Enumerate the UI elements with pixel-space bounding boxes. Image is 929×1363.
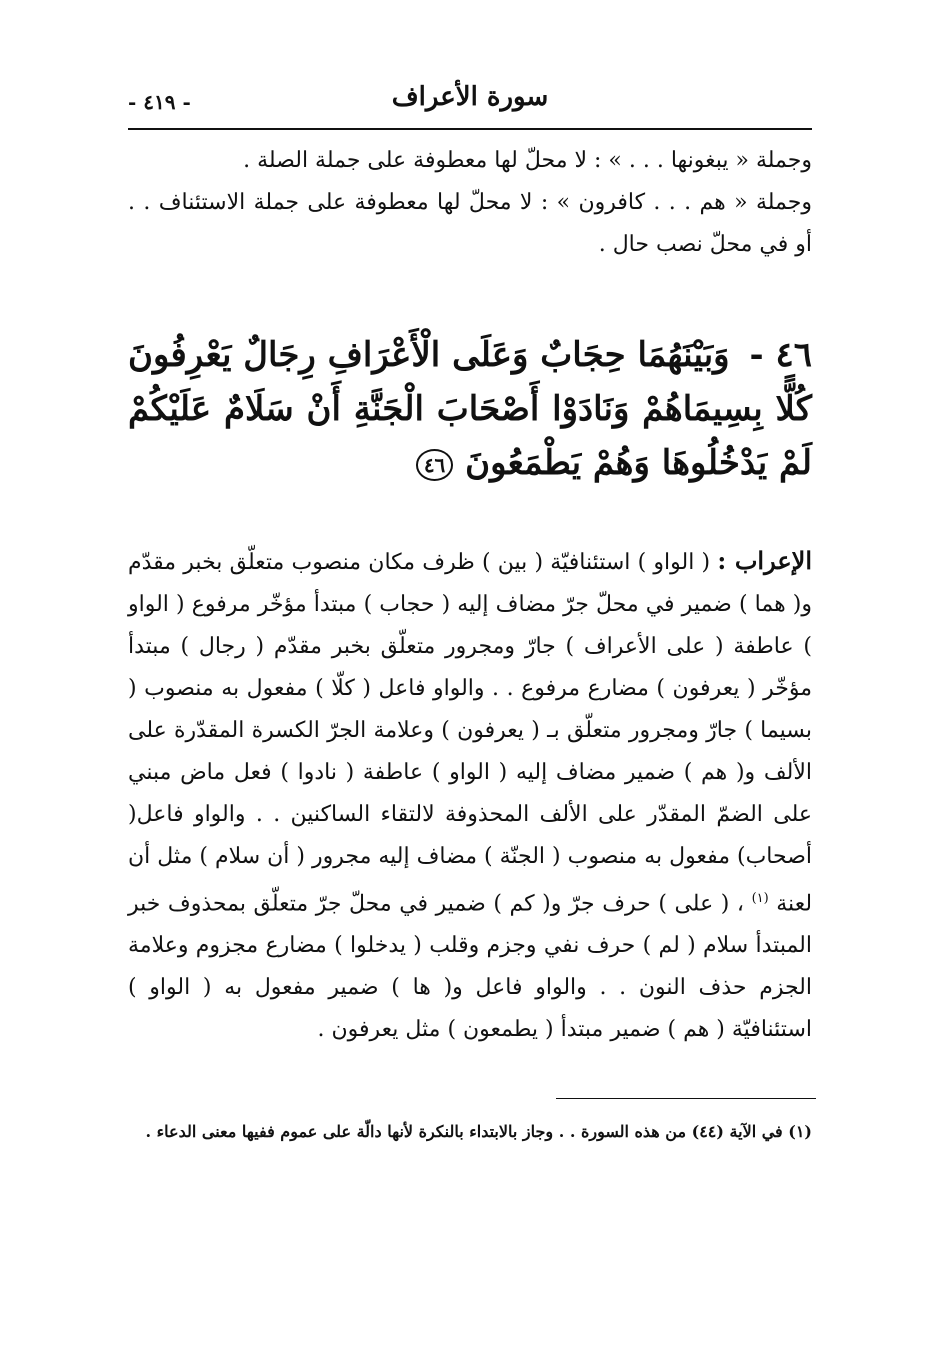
irab-text-part-1: ( الواو ) استئنافيّة ( بين ) ظرف مكان منصوب متعلّق بخبر مقدّم و( هما ) ضمير في محلّ جرّ مضاف إليه ( حجاب ) مبتدأ مؤخّر مرفوع ( الواو ) عاطفة ( على الأعراف ) جارّ ومجرور متعلّق بخبر مقدّم ( رجال ) مبتدأ مؤخّر ( يعرفون ) مضارع مرفوع . . والواو فاعل ( كلّا ) مفعول به منصوب ( بسيما ) جارّ ومجرور متعلّق بـ ( يعرفون ) وعلامة الجرّ الكسرة المقدّرة على الألف و( هم ) ضمير مضاف إليه ( الواو ) عاطفة ( نادوا ) فعل ماض مبني على الضمّ المقدّر على الألف المحذوفة لالتقاء الساكنين . . والواو فاعل( أصحاب) مفعول به منصوب ( الجنّة ) مضاف إليه مجرور ( أن سلام ) مثل أن لعنة [128, 550, 813, 917]
page-header [128, 78, 812, 130]
irab-text-part-2: ، ( على ) حرف جرّ و( كم ) ضمير في محلّ جرّ متعلّق بمحذوف خبر المبتدأ سلام ( لم ) حرف نفي وجزم وقلب ( يدخلوا ) مضارع مجزوم وعلامة الجزم حذف النون . . والواو فاعل و( ها ) ضمير مفعول به ( الواو ) استئنافيّة ( هم ) ضمير مبتدأ ( يطمعون ) مثل يعرفون . [128, 891, 812, 1043]
page-number: - ٤١٩ - [128, 90, 191, 114]
irab-section [128, 540, 812, 1051]
irab-heading: الإعراب : [717, 546, 812, 575]
footnote: (١) في الآية (٤٤) من هذه السورة . . وجاز بالابتداء بالنكرة لأنها دالّة على عموم ففيها معنى الدعاء . [145, 1122, 812, 1141]
verse-number: ٤٦ - [749, 335, 812, 375]
footnote-divider [556, 1098, 816, 1099]
irab-paragraph [128, 540, 812, 1051]
intro-line-2: وجملة « هم . . . كافرون » : لا محلّ لها معطوفة على جملة الاستئناف . . أو في محلّ نصب حال . [128, 190, 812, 257]
verse-text: وَبَيْنَهُمَا حِجَابٌ وَعَلَى الْأَعْرَافِ رِجَالٌ يَعْرِفُونَ كُلًّا بِسِيمَاهُمْ وَنَادَوْا أَصْحَابَ الْجَنَّةِ أَنْ سَلَامٌ عَلَيْكُمْ لَمْ يَدْخُلُوهَا وَهُمْ يَطْمَعُونَ [128, 335, 812, 483]
ayah-end-marker: ٤٦ [416, 449, 453, 481]
intro-line-1: وجملة « يبغونها . . . » : لا محلّ لها معطوفة على جملة الصلة . [243, 148, 812, 173]
quran-verse [128, 328, 812, 490]
intro-paragraphs [128, 140, 812, 266]
surah-title: سورة الأعراف [391, 82, 549, 112]
footnote-reference: (١) [751, 891, 769, 906]
